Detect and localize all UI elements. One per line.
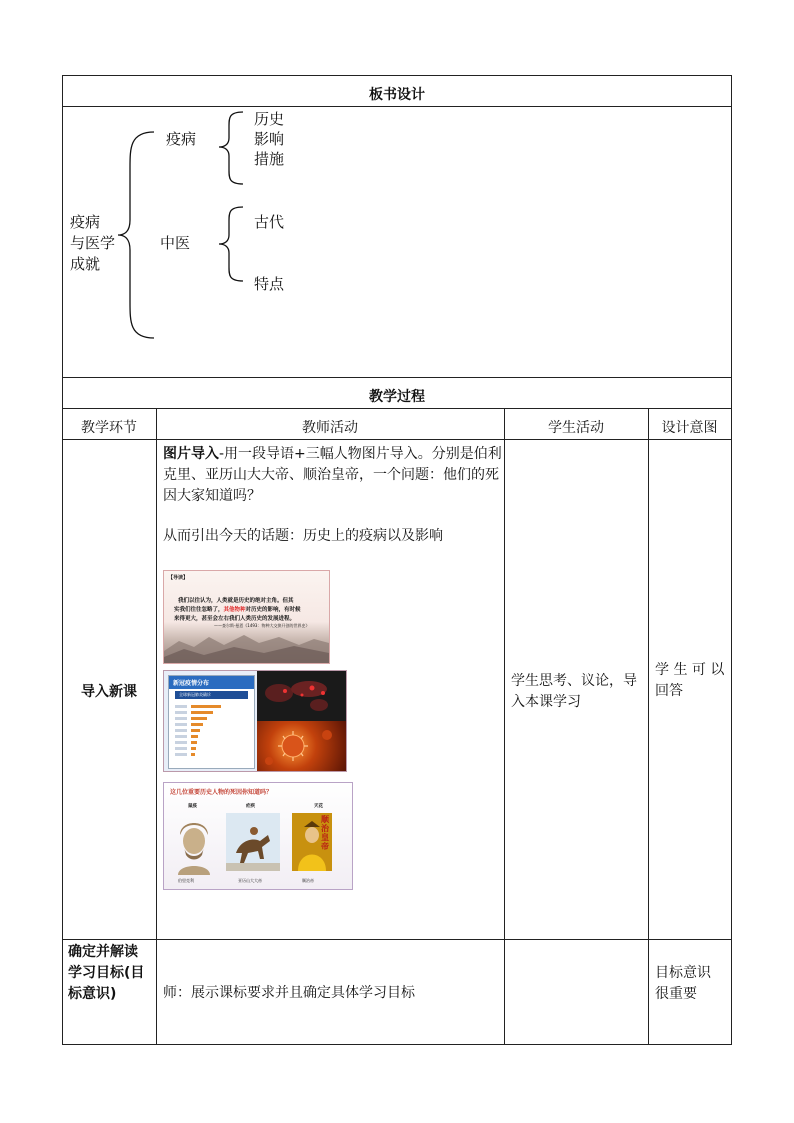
slide-historical-figures [163, 782, 353, 890]
teaching-process-title: 教学过程 [369, 389, 425, 405]
branch-tcm-label: 中医 [160, 234, 191, 252]
table-border-left [62, 75, 63, 1045]
slide3-name-shunzhi: 顺治帝 [302, 878, 314, 883]
epidemic-item-measures: 措施 [254, 150, 285, 168]
row-line [62, 106, 732, 107]
col-header-intent: 设计意图 [661, 420, 718, 436]
teacher-activity-line4: 从而引出今天的话题：历史上的疫病以及影响 [163, 528, 443, 544]
slide-intro-quote [163, 570, 330, 664]
slide1-line3: 来得更大，甚至会左右我们人类历史的发展进程。 [174, 616, 296, 622]
branch-epidemic-label: 疫病 [166, 130, 197, 148]
col-header-stage: 教学环节 [81, 420, 137, 436]
slide3-label-plague: 鼠疫 [188, 804, 197, 809]
tcm-item-features: 特点 [254, 275, 285, 293]
col-line [648, 408, 649, 1044]
teacher-activity-bold: 图片导入 [163, 446, 219, 462]
col-line [156, 408, 157, 1044]
teacher-activity-line2: 克里、亚历山大大帝、顺治皇帝，一个问题：他们的死 [163, 467, 499, 483]
slide1-tag: 【导读】 [168, 575, 189, 581]
col-header-student: 学生活动 [548, 420, 604, 436]
intent-goals-line2: 很重要 [655, 986, 697, 1002]
covid-panel [168, 675, 255, 769]
brace-tcm [205, 205, 245, 285]
teacher-activity-line1 [163, 444, 503, 465]
slide3-question: 这几位重要历史人物的死因你知道吗？ [170, 789, 273, 796]
root-label-line3: 成就 [70, 255, 101, 273]
intent-line1: 学 生 可 以 [655, 662, 725, 678]
virus-image [257, 721, 346, 771]
stage-intro: 导入新课 [81, 684, 137, 700]
table-border-bottom [62, 1044, 732, 1045]
root-label-line1: 疫病 [70, 213, 101, 231]
teacher-activity-line3: 因大家知道吗？ [163, 488, 261, 504]
covid-bar-mini-chart [169, 701, 254, 771]
root-label-line2: 与医学 [70, 234, 116, 252]
slide1-source: ——查尔斯·曼恩《1493：物种大交换开创的世界史》 [214, 623, 310, 628]
col-header-teacher: 教师活动 [302, 420, 358, 436]
stage-goals-line3: 标意识) [68, 986, 117, 1002]
slide3-name-alexander: 亚历山大大帝 [238, 878, 262, 883]
slide1-line1: 我们以往认为，人类就是历史的绝对主角。但其 [178, 598, 294, 604]
row-line [62, 377, 732, 378]
row-line [62, 408, 732, 409]
teacher-activity-goals: 师：展示课标要求并且确定具体学习目标 [163, 985, 415, 1001]
world-map-image [257, 671, 346, 721]
board-design-title: 板书设计 [369, 87, 425, 103]
brace-main [110, 128, 160, 343]
table-border-top [62, 75, 732, 76]
alexander-horse-image [226, 813, 280, 871]
col-line [504, 408, 505, 1044]
teacher-activity-rest: -用一段导语+三幅人物图片导入。分别是伯利 [219, 446, 502, 462]
student-activity-line2: 入本课学习 [511, 694, 581, 710]
battle-scene-image [164, 631, 329, 663]
shunzhi-poster-text: 顺治皇帝 [321, 815, 329, 851]
shunzhi-poster [292, 813, 332, 871]
epidemic-item-history: 历史 [254, 110, 285, 128]
brace-epidemic [205, 110, 245, 188]
slide-covid-distribution [163, 670, 347, 772]
pericles-bust-image [172, 813, 216, 875]
intent-line2: 回答 [655, 683, 683, 699]
slide2-title: 新冠疫情分布 [169, 676, 254, 689]
row-line [62, 439, 732, 440]
slide3-label-smallpox: 天花 [314, 804, 323, 809]
intent-goals-line1: 目标意识 [655, 965, 711, 981]
student-activity-line1: 学生思考、议论，导 [511, 673, 637, 689]
slide2-subtitle: 全球新冠肺炎确诊 [175, 691, 248, 699]
slide1-line2: 实我们往往忽略了，其他物种对历史的影响，有时候 [174, 607, 301, 613]
tcm-item-ancient: 古代 [254, 213, 285, 231]
stage-goals-line1: 确定并解读 [68, 944, 138, 960]
epidemic-item-impact: 影响 [254, 130, 285, 148]
slide3-name-pericles: 伯里克利 [178, 878, 194, 883]
stage-goals-line2: 学习目标(目 [68, 965, 145, 981]
slide3-label-malaria: 疟疾 [246, 804, 255, 809]
table-border-right [731, 75, 732, 1045]
row-line [62, 939, 732, 940]
